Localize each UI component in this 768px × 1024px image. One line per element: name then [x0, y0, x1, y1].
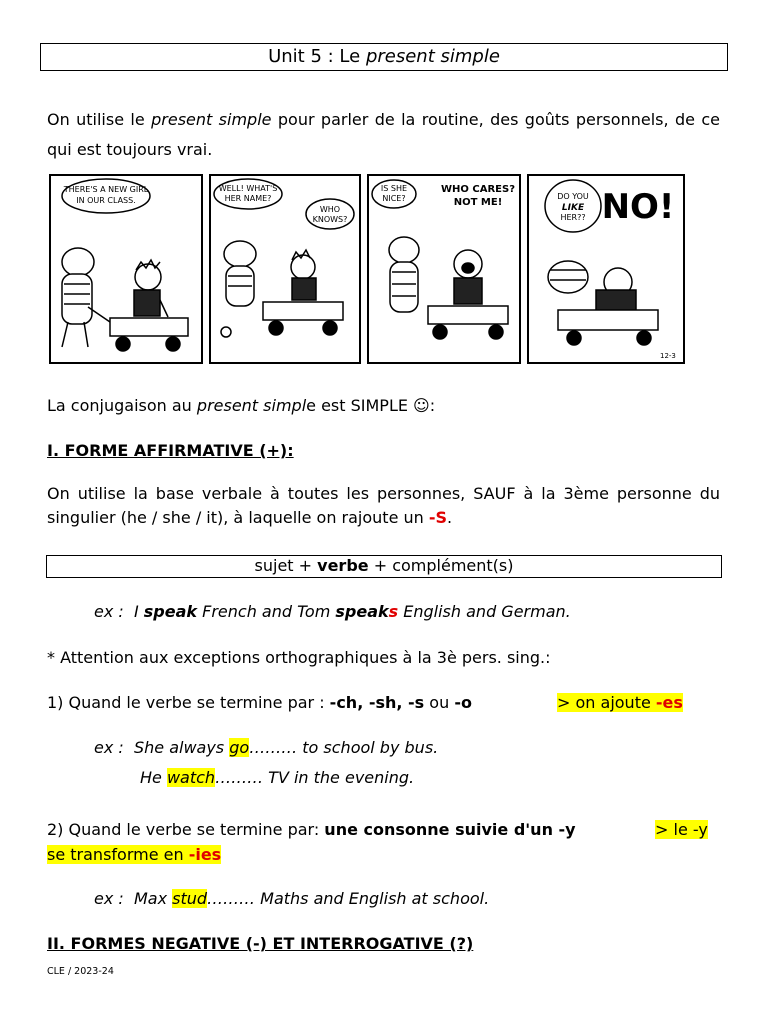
svg-text:WHO: WHO [319, 205, 341, 214]
comic-panel-1 [50, 175, 202, 363]
page-title: Unit 5 : Le present simple [40, 43, 728, 71]
svg-text:WELL! WHAT'S: WELL! WHAT'S [218, 184, 278, 193]
svg-text:NICE?: NICE? [382, 194, 406, 203]
svg-text:HER??: HER?? [560, 213, 586, 222]
svg-text:12-3: 12-3 [660, 352, 676, 360]
example-4: ex : Max stud……… Maths and English at school. [94, 889, 490, 908]
conjugation-intro: La conjugaison au present simple est SIMPLE ☺: [47, 396, 436, 415]
section-1-heading: I. FORME AFFIRMATIVE (+): [47, 441, 294, 460]
section-2-heading: II. FORMES NEGATIVE (-) ET INTERROGATIVE (?) [47, 934, 474, 953]
example-3: He watch……… TV in the evening. [140, 768, 415, 787]
attention-note: * Attention aux exceptions orthographiques à la 3è pers. sing.: [47, 648, 551, 667]
svg-text:NOT ME!: NOT ME! [453, 197, 503, 208]
svg-text:LIKE: LIKE [561, 203, 585, 213]
rule-2-result: > le -y [655, 820, 708, 839]
rule-paragraph: On utilise la base verbale à toutes les personnes, SAUF à la 3ème personne du singulier (he / she / it), à laquelle on rajoute un -S. [47, 484, 720, 527]
rule-1: 1) Quand le verbe se termine par : -ch, -sh, -s ou -o [47, 693, 472, 712]
comic-panel-3 [368, 175, 520, 363]
calvin-hobbes-comic [48, 172, 688, 366]
comic-panel-4 [528, 175, 684, 363]
svg-text:WHO CARES?: WHO CARES? [441, 184, 515, 195]
rule-1-result: > on ajoute -es [557, 693, 683, 712]
comic-panel-2 [210, 175, 360, 363]
rule-2: 2) Quand le verbe se termine par: une consonne suivie d'un -y [47, 820, 576, 839]
svg-text:THERE'S A NEW GIRL: THERE'S A NEW GIRL [63, 185, 149, 194]
intro-paragraph: On utilise le present simple pour parler de la routine, des goûts personnels, de ce qui est toujours vrai. [47, 110, 720, 159]
svg-text:IS SHE: IS SHE [380, 184, 408, 193]
svg-text:IN OUR CLASS.: IN OUR CLASS. [76, 196, 136, 205]
svg-text:HER NAME?: HER NAME? [224, 194, 272, 203]
svg-text:NO!: NO! [601, 187, 675, 227]
footer: CLE / 2023-24 [47, 966, 114, 977]
svg-text:DO YOU: DO YOU [557, 192, 589, 201]
example-2: ex : She always go……… to school by bus. [94, 738, 439, 757]
formula-box: sujet + verbe + complément(s) [46, 555, 722, 578]
example-1: ex : I speak French and Tom speaks English and German. [94, 602, 571, 621]
rule-2-continuation: se transforme en -ies [47, 845, 222, 864]
svg-text:KNOWS?: KNOWS? [312, 215, 348, 224]
